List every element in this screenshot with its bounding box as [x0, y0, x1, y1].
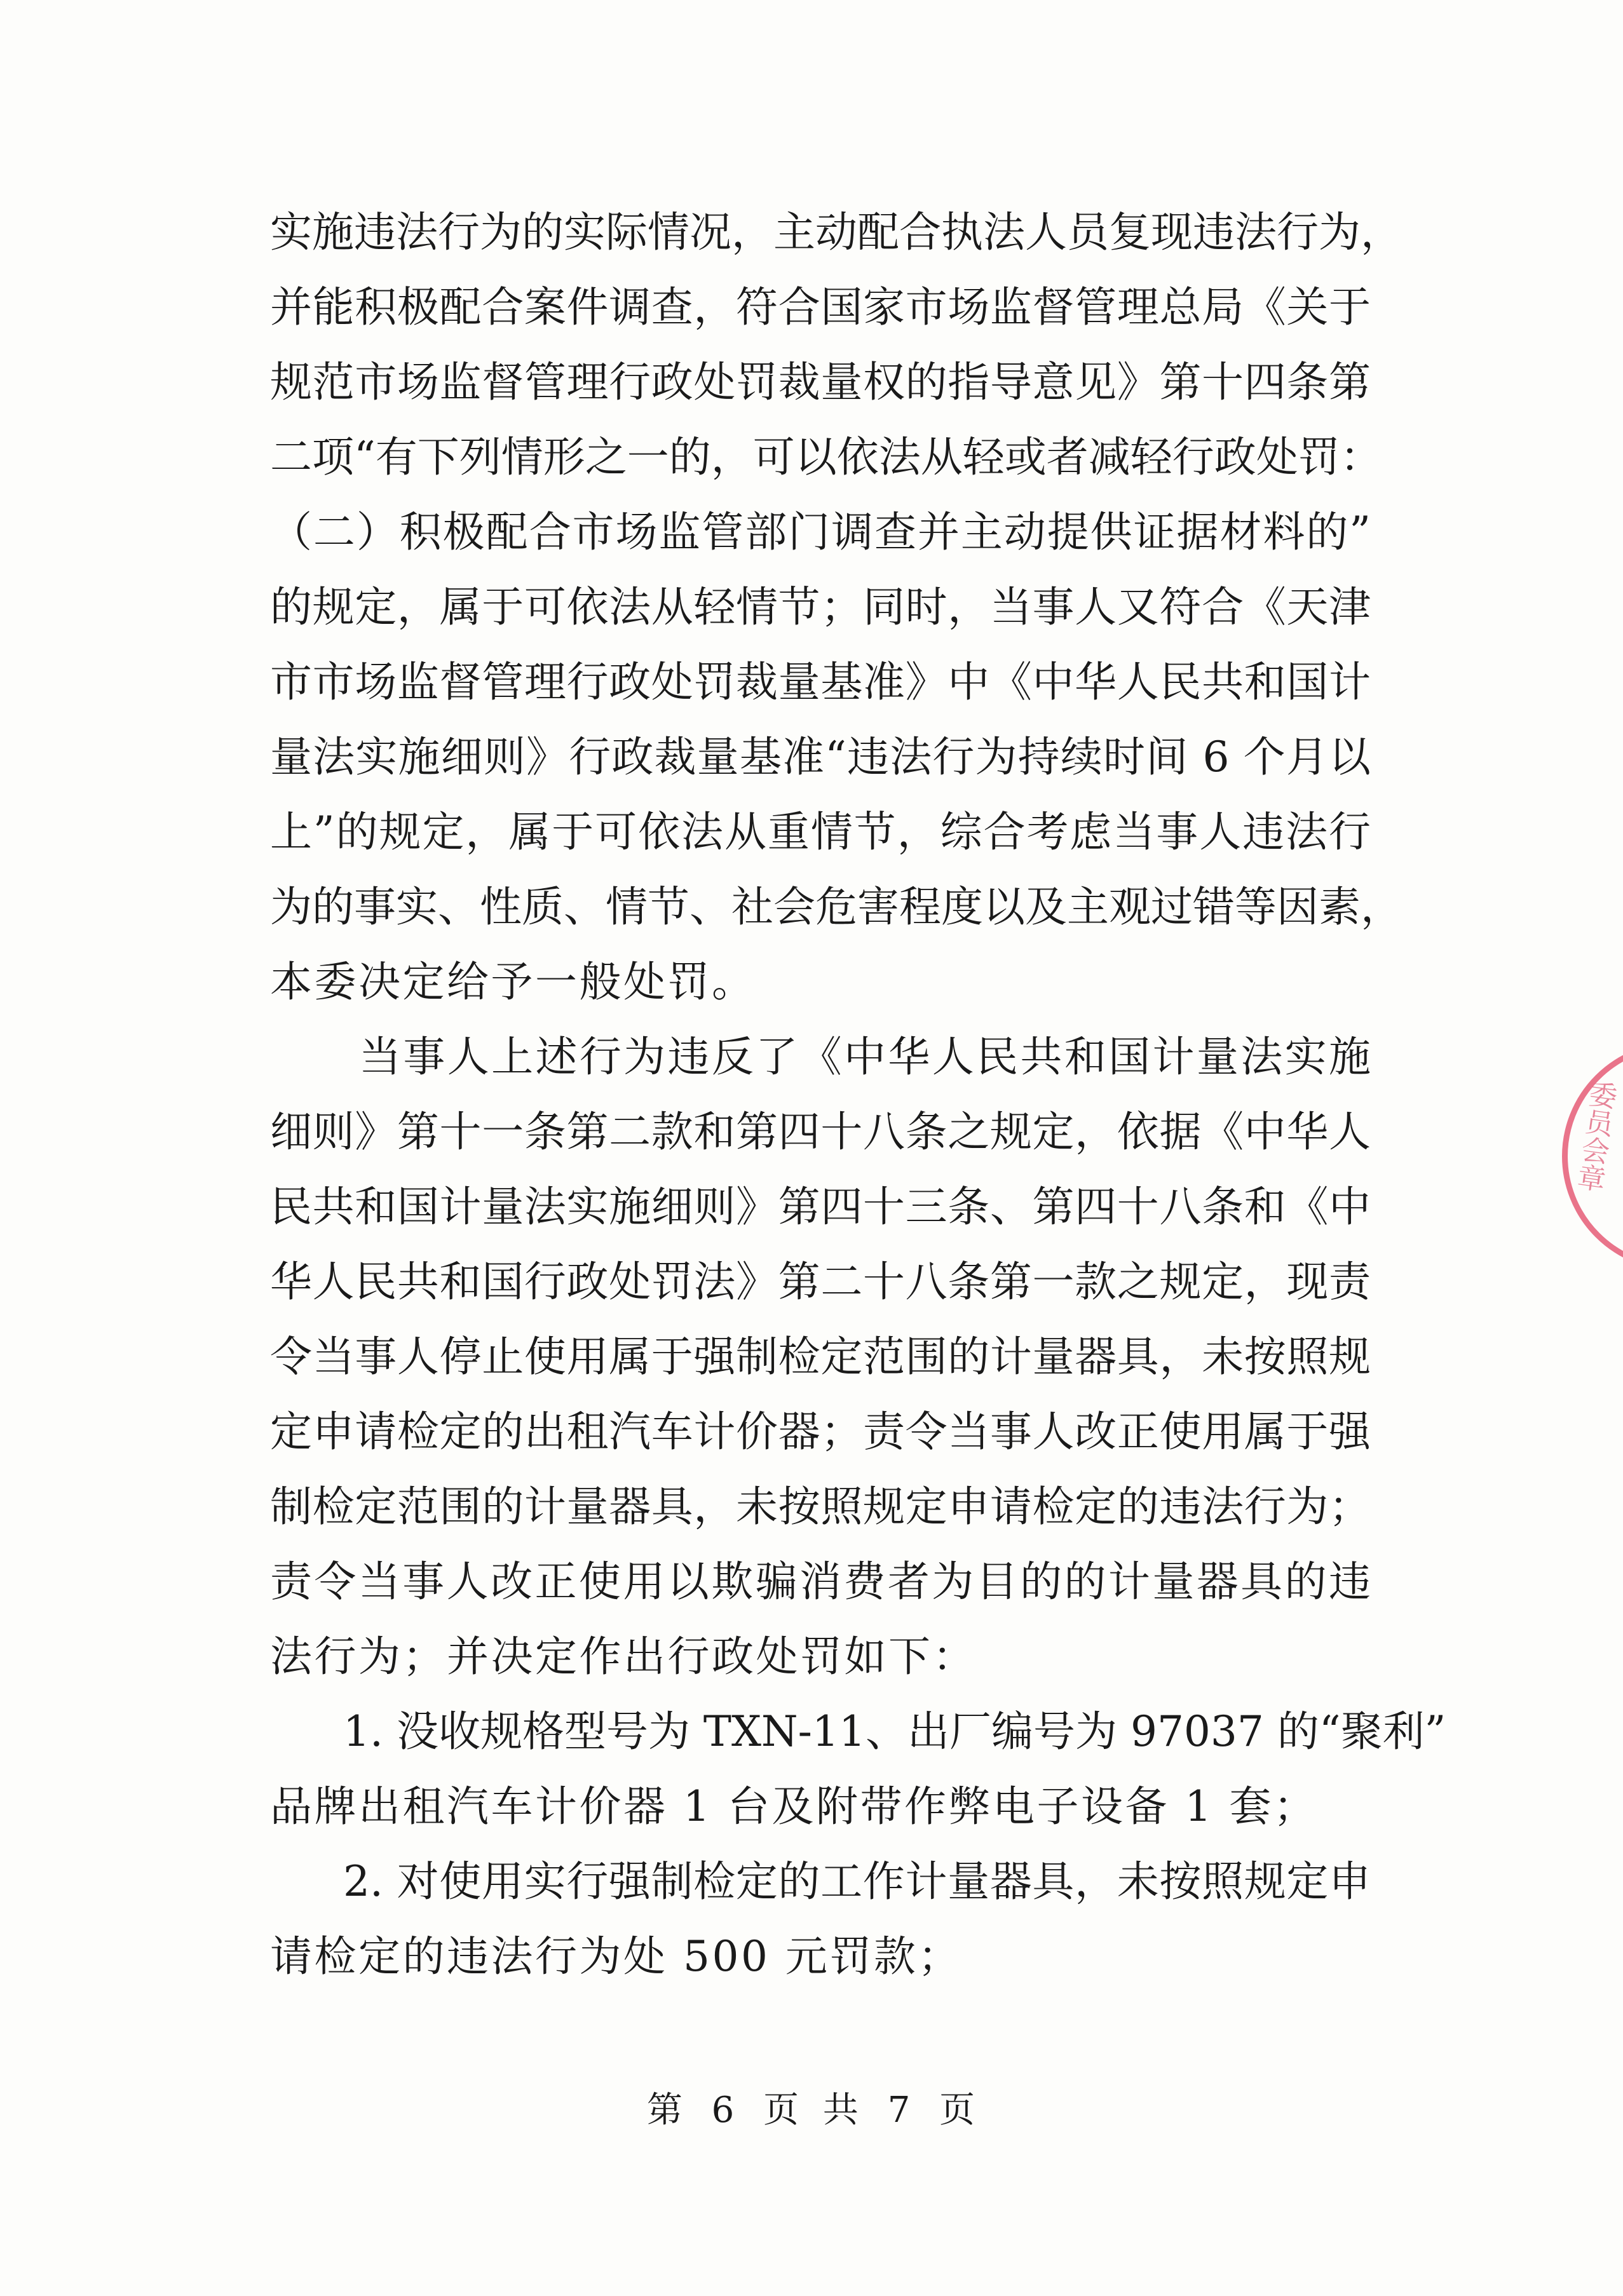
list-item-2-continuation: 请检定的违法行为处 500 元罚款； [270, 1932, 962, 1981]
total-page-number: 7 [887, 2090, 912, 2131]
text-line: 责令当事人改正使用以欺骗消费者为目的的计量器具的违 [270, 1557, 1371, 1606]
text-line: 规范市场监督管理行政处罚裁量权的指导意见》第十四条第 [270, 358, 1371, 407]
footer-prefix: 第 [646, 2090, 684, 2131]
partial-seal-stamp [1551, 1042, 1623, 1271]
text-line: 上”的规定，属于可依法从重情节，综合考虑当事人违法行 [270, 807, 1371, 856]
footer-suffix: 页 [939, 2090, 977, 2131]
text-line: （二）积极配合市场监管部门调查并主动提供证据材料的” [270, 508, 1371, 557]
page-footer [0, 2085, 1623, 2136]
text-line: 制检定范围的计量器具，未按照规定申请检定的违法行为； [270, 1482, 1371, 1531]
text-line: 市市场监督管理行政处罚裁量基准》中《中华人民共和国计 [270, 658, 1371, 706]
text-line: 华人民共和国行政处罚法》第二十八条第一款之规定，现责 [270, 1257, 1371, 1306]
text-line: 量法实施细则》行政裁量基准“违法行为持续时间 6 个月以 [270, 733, 1371, 781]
list-item-2-line: 2. 对使用实行强制检定的工作计量器具，未按照规定申 [343, 1857, 1371, 1906]
text-line: 令当事人停止使用属于强制检定范围的计量器具，未按照规 [270, 1332, 1371, 1381]
paragraph-start-line: 当事人上述行为违反了《中华人民共和国计量法实施 [359, 1032, 1371, 1081]
list-item-1-continuation: 品牌出租汽车计价器 1 台及附带作弊电子设备 1 套； [270, 1782, 1318, 1831]
current-page-number: 6 [711, 2090, 736, 2131]
list-item-1-line: 1. 没收规格型号为 TXN-11、出厂编号为 97037 的“聚利” [343, 1707, 1446, 1756]
footer-mid: 页 共 [763, 2090, 860, 2131]
document-body [270, 202, 1446, 2001]
text-line: 为的事实、性质、情节、社会危害程度以及主观过错等因素， [270, 882, 1402, 931]
text-line: 二项“有下列情形之一的，可以依法从轻或者减轻行政处罚： [270, 433, 1382, 482]
text-line: 本委决定给予一般处罚。 [270, 957, 756, 1006]
text-line: 细则》第十一条第二款和第四十八条之规定，依据《中华人 [270, 1107, 1371, 1156]
text-line: 定申请检定的出租汽车计价器；责令当事人改正使用属于强 [270, 1407, 1371, 1456]
text-line: 的规定，属于可依法从轻情节；同时，当事人又符合《天津 [270, 583, 1371, 631]
text-line: 实施违法行为的实际情况，主动配合执法人员复现违法行为， [270, 208, 1402, 257]
seal-text: 委员会章 [1571, 1078, 1619, 1194]
text-line: 并能积极配合案件调查，符合国家市场监督管理总局《关于 [270, 283, 1371, 332]
text-line: 民共和国计量法实施细则》第四十三条、第四十八条和《中 [270, 1182, 1371, 1231]
text-line: 法行为；并决定作出行政处罚如下： [270, 1632, 977, 1681]
